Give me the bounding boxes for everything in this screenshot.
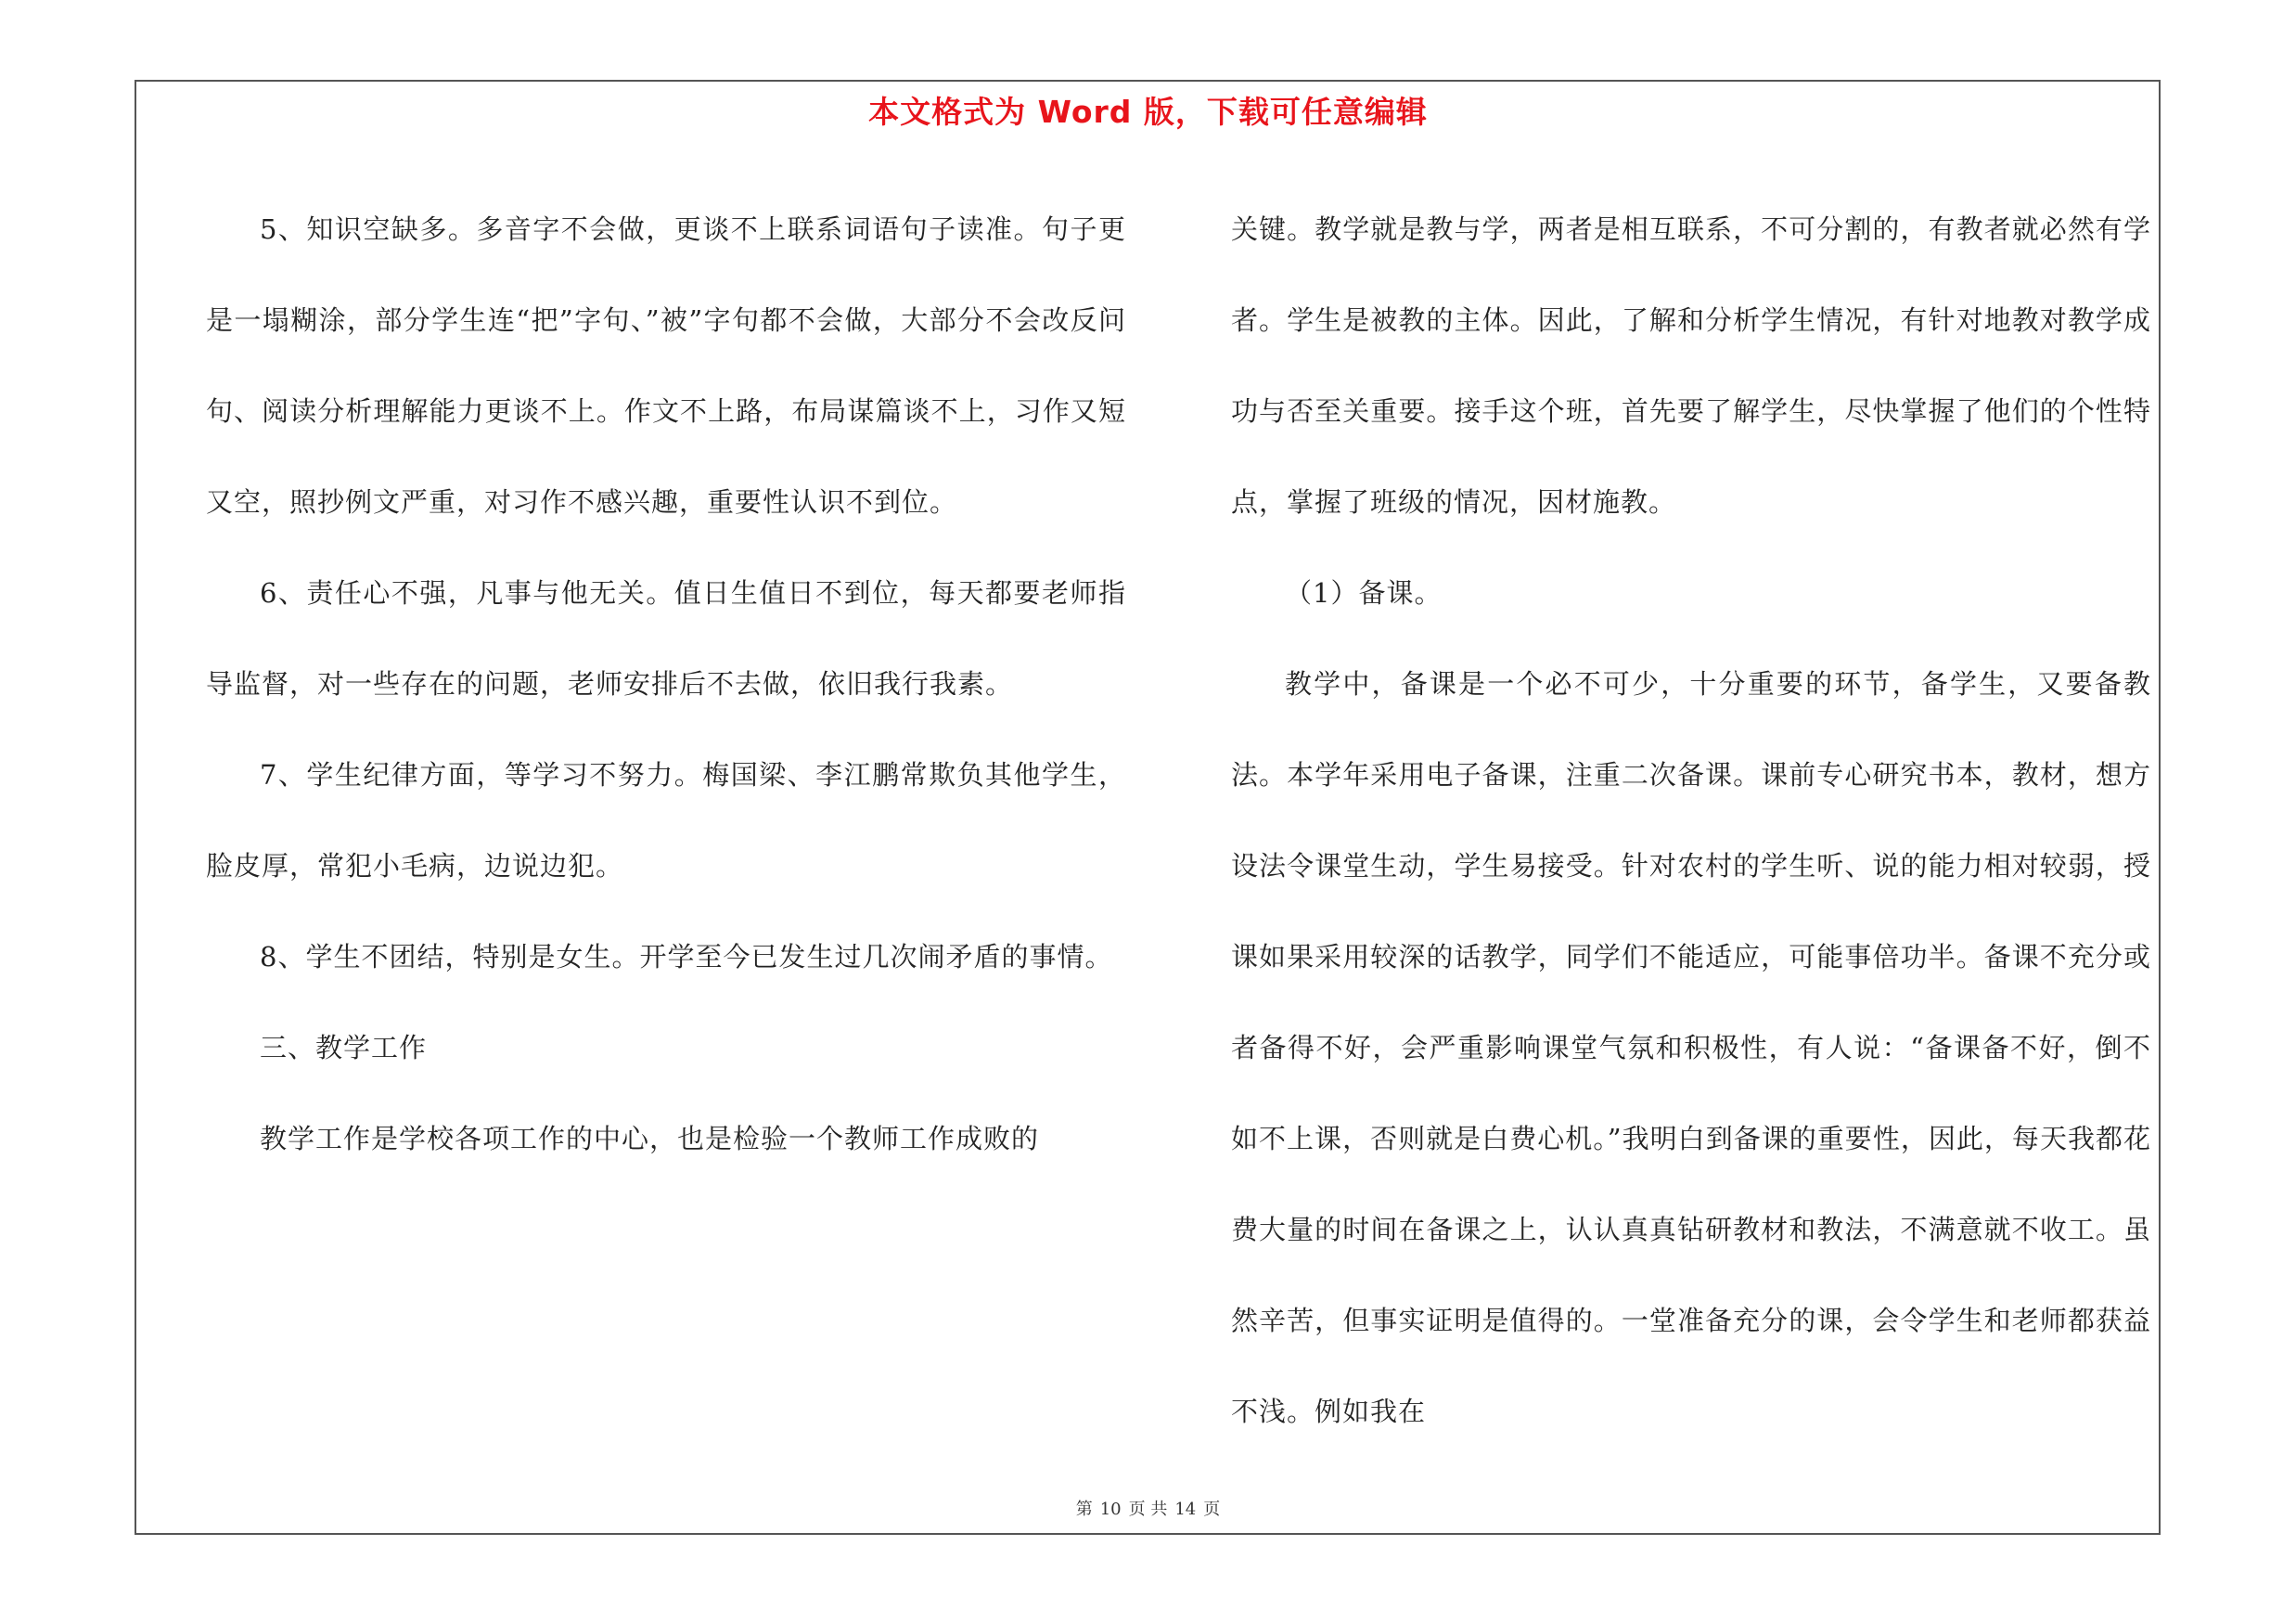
paragraph: 7、学生纪律方面，等学习不努力。梅国梁、李江鹏常欺负其他学生，脸皮厚，常犯小毛病，边说边犯。 [206, 759, 1126, 882]
paragraph: 5、知识空缺多。多音字不会做，更谈不上联系词语句子读准。句子更是一塌糊涂，部分学生连“把”字句、”被”字句都不会做，大部分不会改反问句、阅读分析理解能力更谈不上。作文不上路，布局谋篇谈不上，习作又短又空，照抄例文严重，对习作不感兴趣，重要性认识不到位。 [206, 213, 1126, 518]
section-heading: 三、教学工作 [260, 1032, 428, 1063]
current-page-number: 10 [1099, 1500, 1122, 1519]
paragraph-continuation: 关键。教学就是教与学，两者是相互联系，不可分割的，有教者就必然有学者。学生是被教的主体。因此，了解和分析学生情况，有针对地教对教学成功与否至关重要。接手这个班，首先要了解学生，尽快掌握了他们的个性特点，掌握了班级的情况，因材施教。 [1231, 213, 2151, 518]
footer-middle: 页 共 [1128, 1500, 1168, 1519]
paragraph: 6、责任心不强，凡事与他无关。值日生值日不到位，每天都要老师指导监督，对一些存在的问题，老师安排后不去做，依旧我行我素。 [206, 577, 1126, 700]
right-text-column [1231, 184, 2151, 1457]
total-pages-number: 14 [1174, 1500, 1197, 1519]
paragraph: 8、学生不团结，特别是女生。开学至今已发生过几次闹矛盾的事情。 [260, 941, 1113, 973]
footer-suffix: 页 [1203, 1500, 1221, 1519]
document-header-notice: 本文格式为 Word 版，下载可任意编辑 [868, 94, 1428, 130]
page-number-footer [0, 1496, 2296, 1520]
subsection-heading: （1）备课。 [1285, 577, 1443, 609]
footer-prefix: 第 [1075, 1500, 1093, 1519]
paragraph: 教学中，备课是一个必不可少，十分重要的环节，备学生，又要备教法。本学年采用电子备课，注重二次备课。课前专心研究书本，教材，想方设法令课堂生动，学生易接受。针对农村的学生听、说的能力相对较弱，授课如果采用较深的话教学，同学们不能适应，可能事倍功半。备课不充分或者备得不好，会严重影响课堂气氛和积极性，有人说：“备课备不好，倒不如不上课，否则就是白费心机。”我明白到备课的重要性，因此，每天我都花费大量的时间在备课之上，认认真真钻研教材和教法，不满意就不收工。虽然辛苦，但事实证明是值得的。一堂准备充分的课，会令学生和老师都获益不浅。例如我在 [1231, 668, 2151, 1427]
paragraph: 教学工作是学校各项工作的中心，也是检验一个教师工作成败的 [260, 1123, 1040, 1154]
left-text-column [206, 184, 1126, 1184]
